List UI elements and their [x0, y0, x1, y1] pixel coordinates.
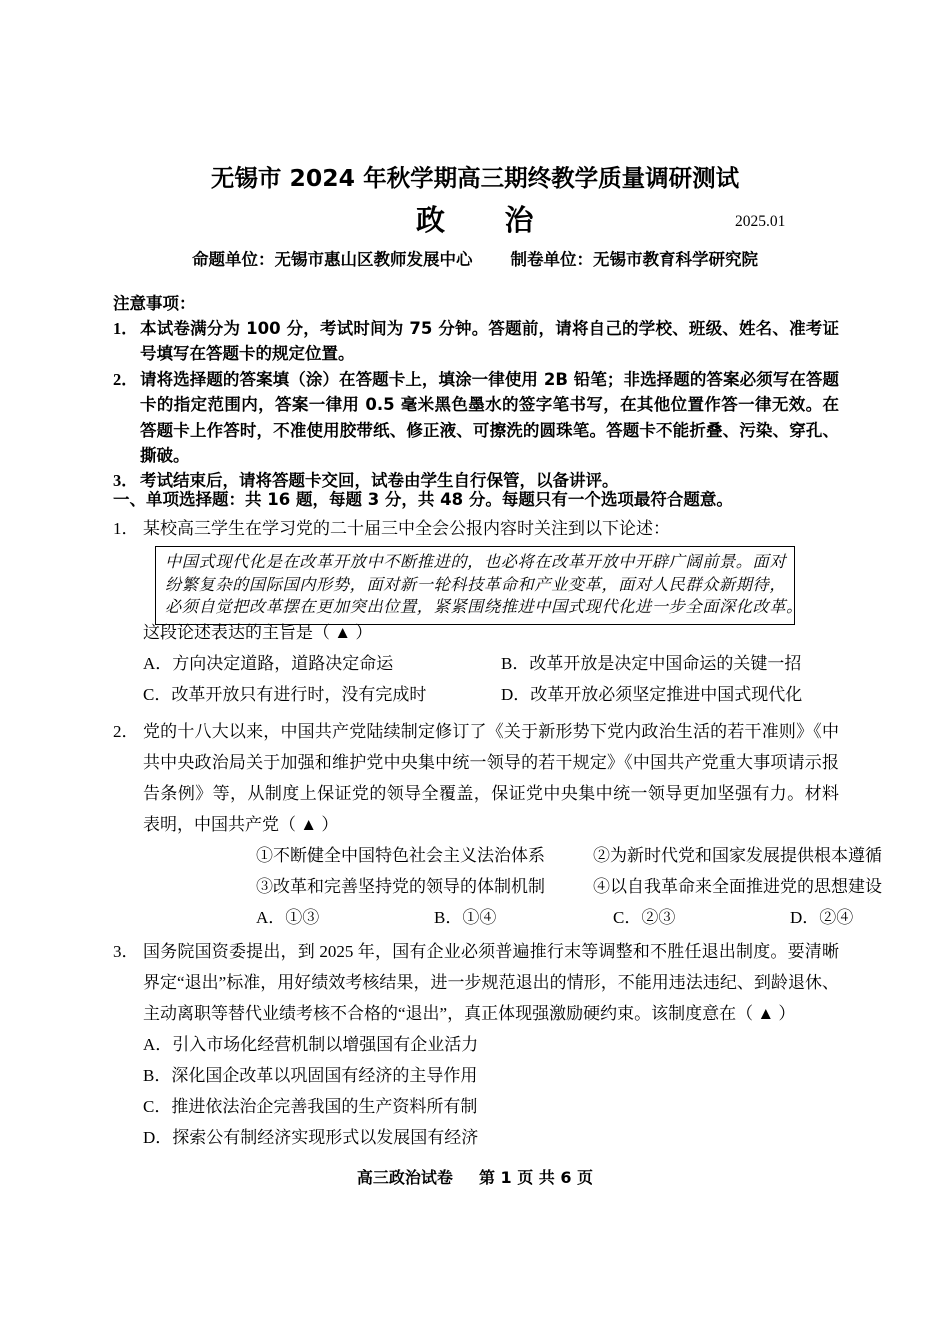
question-1-number: 1． [113, 519, 139, 538]
notice-block [113, 291, 839, 494]
notice-item [113, 367, 839, 469]
notice-item-number: 1． [113, 319, 138, 338]
question-1-ask: 这段论述表达的主旨是（ ▲ ） [143, 623, 373, 642]
quote-line: 必须自觉把改革摆在更加突出位置，紧紧围绕推进中国式现代化进一步全面深化改革。 [165, 598, 803, 616]
question-2-suboptions-row-2 [113, 871, 882, 902]
option-c[interactable]: C．推进依法治企完善我国的生产资料所有制 [143, 1097, 478, 1116]
sub-option-3: ③改革和完善坚持党的领导的体制机制 [256, 877, 545, 896]
section-heading: 一、单项选择题：共 16 题，每题 3 分，共 48 分。每题只有一个选项最符合题意。 [113, 490, 733, 509]
notice-item-number: 2． [113, 369, 138, 389]
option-a[interactable]: A．引入市场化经营机制以增强国有企业活力 [143, 1035, 479, 1054]
proposer-unit: 命题单位：无锡市惠山区教师发展中心 [192, 250, 473, 269]
option-c[interactable]: C．改革开放只有进行时，没有完成时 [143, 685, 427, 704]
question-2-number: 2． [113, 722, 139, 741]
question-1-stem [113, 513, 839, 544]
option-d[interactable]: D．②④ [790, 908, 854, 927]
sub-option-2: ②为新时代党和国家发展提供根本遵循 [593, 846, 882, 865]
option-c[interactable]: C．②③ [613, 908, 676, 927]
question-2 [113, 716, 882, 933]
footer-page-info: 第 1 页 共 6 页 [478, 1168, 594, 1187]
footer-doc-name: 高三政治试卷 [356, 1168, 453, 1187]
subject-row [0, 202, 950, 240]
question-2-options-row [113, 902, 854, 933]
notice-item-number: 3． [113, 471, 138, 491]
option-a[interactable]: A．①③ [256, 908, 320, 927]
question-3-stem-text: 国务院国资委提出，到 2025 年，国有企业必须普遍推行末等调整和不胜任退出制度。要清晰界定“退出”标准，用好绩效考核结果，进一步规范退出的情形，不能用违法违纪、到龄退休、主动离职等替代业绩考核不合格的“退出”，真正体现强激励硬约束。该制度意在（ ▲ ） [143, 942, 839, 1023]
question-3-stem [113, 936, 839, 1029]
option-a[interactable]: A．方向决定道路，道路决定命运 [143, 654, 394, 673]
question-2-suboptions-row-1 [113, 840, 882, 871]
question-3-number: 3． [113, 942, 139, 961]
printer-unit: 制卷单位：无锡市教育科学研究院 [510, 250, 758, 269]
sub-option-1: ①不断健全中国特色社会主义法治体系 [256, 846, 545, 865]
quote-line: 中国式现代化是在改革开放中不断推进的，也必将在改革开放中开辟广阔前景。面对 [165, 553, 787, 571]
notice-title: 注意事项： [113, 294, 196, 313]
page-title: 无锡市 2024 年秋学期高三期终教学质量调研测试 [210, 164, 740, 192]
option-b[interactable]: B．改革开放是决定中国命运的关键一招 [501, 654, 802, 673]
option-b[interactable]: B．①④ [434, 908, 497, 927]
page-footer [0, 1166, 950, 1190]
notice-item-text: 考试结束后，请将答题卡交回，试卷由学生自行保管，以备讲评。 [140, 471, 619, 491]
exam-date: 2025.01 [735, 213, 786, 230]
question-2-stem-text: 党的十八大以来，中国共产党陆续制定修订了《关于新形势下党内政治生活的若干准则》《中共中央政治局关于加强和维护党中央集中统一领导的若干规定》《中国共产党重大事项请示报告条例》等，从制度上保证党的领导全覆盖，保证党中央集中统一领导更加坚强有力。材料表明，中国共产党（ ▲ ） [143, 722, 839, 834]
question-1-quote-box [155, 546, 803, 625]
notice-item [113, 316, 839, 367]
question-1-ask-block [113, 617, 839, 710]
question-1-options-row-1 [113, 648, 839, 679]
subject-name: 政 治 [415, 203, 534, 237]
question-3-options [113, 1029, 839, 1153]
notice-item-text: 请将选择题的答案填（涂）在答题卡上，填涂一律使用 2B 铅笔；非选择题的答案必须写在答题卡的指定范围内，答案一律用 0.5 毫米黑色墨水的签字笔书写，在其他位置作答一律无效。在答题卡上作答时，不准使用胶带纸、修正液、可擦洗的圆珠笔。答题卡不能折叠、污染、穿孔、撕破。 [140, 369, 839, 466]
quote-line: 纷繁复杂的国际国内形势，面对新一轮科技革命和产业变革，面对人民群众新期待， [165, 575, 787, 594]
question-1 [113, 513, 839, 544]
question-2-stem [113, 716, 839, 840]
question-1-options-row-2 [113, 679, 839, 710]
option-d[interactable]: D．探索公有制经济实现形式以发展国有经济 [143, 1128, 479, 1147]
question-1-stem-text: 某校高三学生在学习党的二十届三中全会公报内容时关注到以下论述： [143, 519, 670, 538]
unit-line [0, 248, 950, 272]
sub-option-4: ④以自我革命来全面推进党的思想建设 [593, 877, 882, 896]
notice-item-text: 本试卷满分为 100 分，考试时间为 75 分钟。答题前，请将自己的学校、班级、姓名、准考证号填写在答题卡的规定位置。 [140, 319, 839, 364]
question-3 [113, 936, 839, 1153]
option-d[interactable]: D．改革开放必须坚定推进中国式现代化 [501, 685, 803, 704]
option-b[interactable]: B．深化国企改革以巩固国有经济的主导作用 [143, 1066, 478, 1085]
